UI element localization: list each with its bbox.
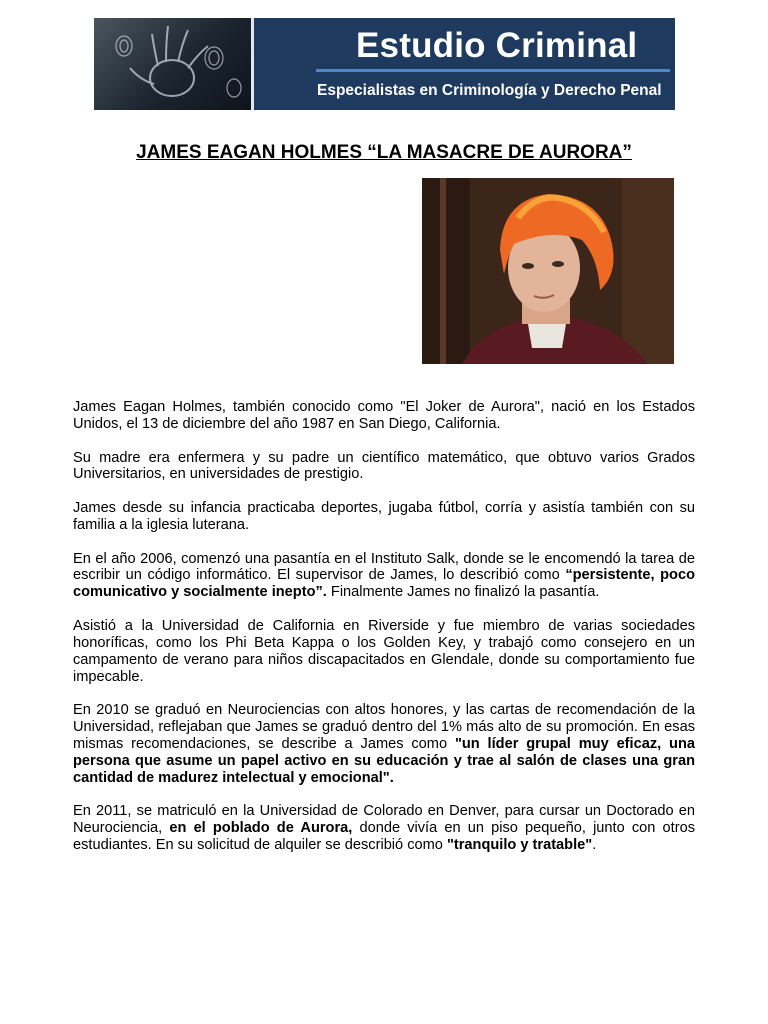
title-underline (316, 69, 670, 72)
paragraph-text: Finalmente James no finalizó la pasantía. (326, 584, 600, 601)
paragraph-bold-quote: "tranquilo y tratable" (446, 837, 593, 854)
fingerprint-hand-image (94, 18, 251, 110)
site-subtitle: Especialistas en Criminología y Derecho Penal (317, 82, 662, 99)
paragraph-text: En 2010 se graduó en Neurociencias con altos honores, y las cartas de recomendación de la Universidad, reflejaban que James se graduó dentro del 1% más alto de su promoción. En esas mismas recomendaciones, se describe a James como (73, 702, 695, 753)
site-title: Estudio Criminal (356, 26, 638, 65)
paragraph-university (73, 618, 695, 686)
paragraph-text: En 2011, se matriculó en la Universidad de Colorado en Denver, para cursar un Doctorado en Neurociencia, (73, 803, 695, 837)
paragraph-text: En el año 2006, comenzó una pasantía en el Instituto Salk, donde se le encomendó la tarea de escribir un código informático. El supervisor de James, lo describió como (73, 550, 695, 584)
paragraph-text: James desde su infancia practicaba deportes, jugaba fútbol, corría y asistía también con su familia a la iglesia luterana. (73, 500, 695, 533)
paragraph-internship (73, 551, 695, 602)
paragraph-parents (73, 450, 695, 484)
paragraph-bold-phrase: en el poblado de Aurora, (169, 820, 353, 837)
paragraph-text: James Eagan Holmes, también conocido como "El Joker de Aurora", nació en los Estados Unidos, el 13 de diciembre del año 1987 en San Diego, California. (73, 399, 695, 432)
paragraph-text: Asistió a la Universidad de California en Riverside y fue miembro de varias sociedades honoríficas, como los Phi Beta Kappa o los Golden Key, y trabajó como consejero en un campamento de verano para niños discapacitados en Glendale, donde su comportamiento fue impecable. (73, 617, 695, 685)
paragraph-doctorate (73, 803, 695, 854)
paragraph-text: donde vivía en un piso pequeño, junto con otros estudiantes. En su solicitud de alquiler se describió como (73, 820, 695, 854)
paragraph-bold-quote: “persistente, poco comunicativo y socialmente inepto”. (73, 567, 695, 601)
paragraph-childhood (73, 500, 695, 534)
article-body (73, 399, 695, 871)
document-title: JAMES EAGAN HOLMES “LA MASACRE DE AURORA” (136, 142, 632, 163)
paragraph-birth (73, 399, 695, 433)
paragraph-text: . (592, 837, 597, 854)
portrait-photo (422, 178, 674, 364)
paragraph-graduation (73, 702, 695, 787)
paragraph-text: Su madre era enfermera y su padre un científico matemático, que obtuvo varios Grados Universitarios, en universidades de prestigio. (73, 449, 695, 483)
paragraph-bold-quote: "un líder grupal muy eficaz, una persona que asume un papel activo en su educación y trae al salón de clases una gran cantidad de madurez intelectual y emocional". (73, 736, 695, 786)
banner-divider (251, 18, 254, 110)
header-banner (94, 18, 675, 110)
